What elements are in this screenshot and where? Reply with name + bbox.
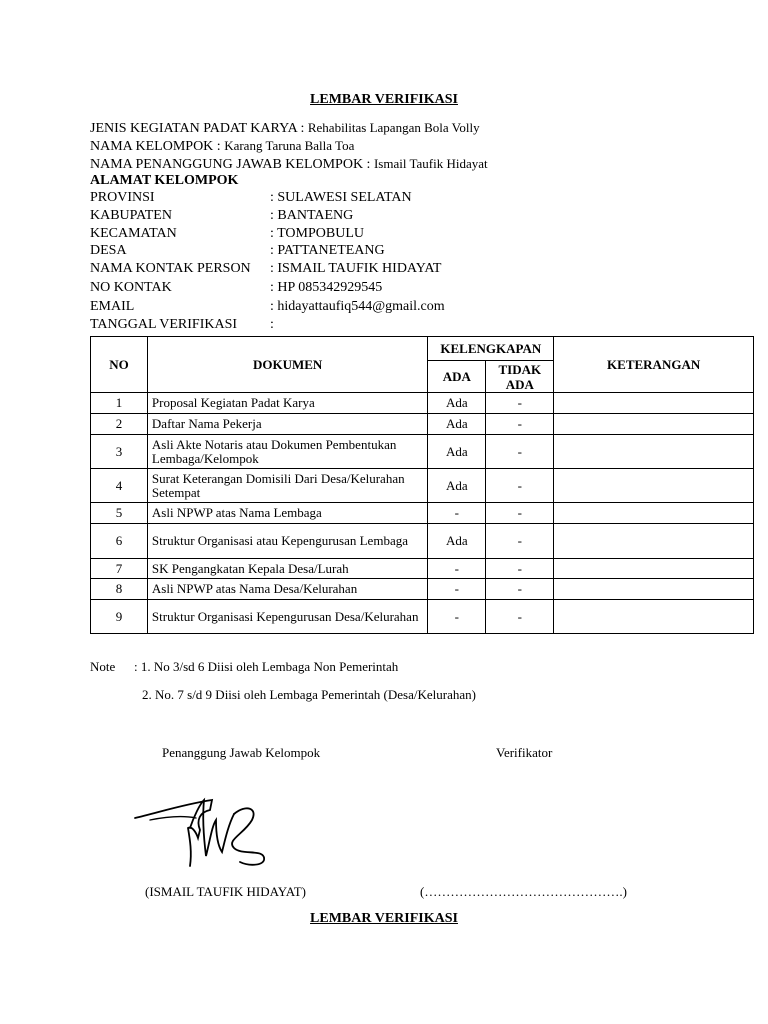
row-keterangan [554,600,754,634]
row-tidak-ada: - [486,435,554,469]
table-row [91,524,754,559]
row-dokumen: Proposal Kegiatan Padat Karya [147,393,427,414]
note-line-2: 2. No. 7 s/d 9 Diisi oleh Lembaga Pemerintah (Desa/Kelurahan) [142,687,476,702]
verification-table [90,336,754,634]
note-label: Note [90,659,116,674]
note-line-1: : 1. No 3/sd 6 Diisi oleh Lembaga Non Pemerintah [134,659,399,674]
table-row [91,414,754,435]
row-keterangan [554,579,754,600]
row-ada: Ada [428,393,486,414]
row-ada: - [428,559,486,579]
row-dokumen: Asli NPWP atas Nama Lembaga [147,503,427,524]
row-ada: Ada [428,469,486,503]
row-ada: Ada [428,435,486,469]
table-row [91,469,754,503]
header-ada: ADA [428,361,486,393]
row-keterangan [554,503,754,524]
row-keterangan [554,524,754,559]
nama-kelompok-value: Karang Taruna Balla Toa [224,138,355,153]
row-no: 5 [91,503,148,524]
row-no: 1 [91,393,148,414]
alamat-heading: ALAMAT KELOMPOK [90,173,239,188]
table-row [91,393,754,414]
info-value-kecamatan: : TOMPOBULU [270,226,365,241]
page-title: LEMBAR VERIFIKASI [310,92,458,107]
info-value-provinsi: : SULAWESI SELATAN [270,190,412,205]
row-no: 6 [91,524,148,559]
info-value-kontak-person: : ISMAIL TAUFIK HIDAYAT [270,261,442,276]
row-tidak-ada: - [486,579,554,600]
row-tidak-ada: - [486,393,554,414]
info-value-email: : hidayattaufiq544@gmail.com [270,299,445,314]
info-label-tanggal: TANGGAL VERIFIKASI [90,317,238,332]
info-label-desa: DESA [90,243,127,258]
header-no: NO [91,337,148,393]
info-value-kabupaten: : BANTAENG [270,208,354,223]
table-row [91,435,754,469]
row-keterangan [554,414,754,435]
jenis-kegiatan-label: JENIS KEGIATAN PADAT KARYA : [90,121,308,136]
table-row [91,579,754,600]
nama-kelompok-label: NAMA KELOMPOK : [90,139,225,154]
row-tidak-ada: - [486,503,554,524]
header-kelengkapan: KELENGKAPAN [428,337,554,361]
row-no: 2 [91,414,148,435]
nama-kelompok-line [90,138,354,155]
info-value-tanggal: : [270,317,274,332]
row-no: 4 [91,469,148,503]
info-value-desa: : PATTANETEANG [270,243,385,258]
row-dokumen: Asli Akte Notaris atau Dokumen Pembentukan Lembaga/Kelompok [147,435,427,469]
info-label-no-kontak: NO KONTAK [90,280,172,295]
signer-right-name: (……………………………………….) [420,884,627,899]
row-tidak-ada: - [486,600,554,634]
row-ada: - [428,503,486,524]
table-row [91,600,754,634]
row-dokumen: Struktur Organisasi atau Kepengurusan Lembaga [147,524,427,559]
row-no: 8 [91,579,148,600]
row-no: 3 [91,435,148,469]
info-label-kontak-person: NAMA KONTAK PERSON [90,261,251,276]
row-dokumen: SK Pengangkatan Kepala Desa/Lurah [147,559,427,579]
table-row [91,503,754,524]
signer-left-name: (ISMAIL TAUFIK HIDAYAT) [145,884,306,899]
row-keterangan [554,559,754,579]
signer-right-label: Verifikator [496,745,553,760]
info-label-kabupaten: KABUPATEN [90,208,172,223]
info-value-no-kontak: : HP 085342929545 [270,280,383,295]
header-tidak-ada: TIDAK ADA [486,361,554,393]
row-keterangan [554,393,754,414]
row-dokumen: Daftar Nama Pekerja [147,414,427,435]
penanggung-jawab-label: NAMA PENANGGUNG JAWAB KELOMPOK : [90,157,374,172]
row-keterangan [554,435,754,469]
row-no: 9 [91,600,148,634]
signature-icon [130,790,280,870]
header-dokumen: DOKUMEN [147,337,427,393]
info-label-kecamatan: KECAMATAN [90,226,177,241]
row-tidak-ada: - [486,469,554,503]
row-keterangan [554,469,754,503]
row-tidak-ada: - [486,524,554,559]
header-keterangan: KETERANGAN [554,337,754,393]
signer-left-label: Penanggung Jawab Kelompok [162,745,321,760]
row-tidak-ada: - [486,559,554,579]
jenis-kegiatan-line [90,120,480,137]
penanggung-jawab-value: Ismail Taufik Hidayat [373,156,488,171]
info-label-provinsi: PROVINSI [90,190,155,205]
penanggung-jawab-line [90,156,488,173]
row-ada: Ada [428,524,486,559]
row-dokumen: Asli NPWP atas Nama Desa/Kelurahan [147,579,427,600]
info-label-email: EMAIL [90,299,135,314]
row-ada: - [428,579,486,600]
table-row [91,559,754,579]
row-dokumen: Struktur Organisasi Kepengurusan Desa/Kelurahan [147,600,427,634]
row-tidak-ada: - [486,414,554,435]
row-ada: - [428,600,486,634]
row-dokumen: Surat Keterangan Domisili Dari Desa/Kelurahan Setempat [147,469,427,503]
row-no: 7 [91,559,148,579]
page-title-bottom: LEMBAR VERIFIKASI [310,911,458,926]
row-ada: Ada [428,414,486,435]
jenis-kegiatan-value: Rehabilitas Lapangan Bola Volly [307,120,480,135]
